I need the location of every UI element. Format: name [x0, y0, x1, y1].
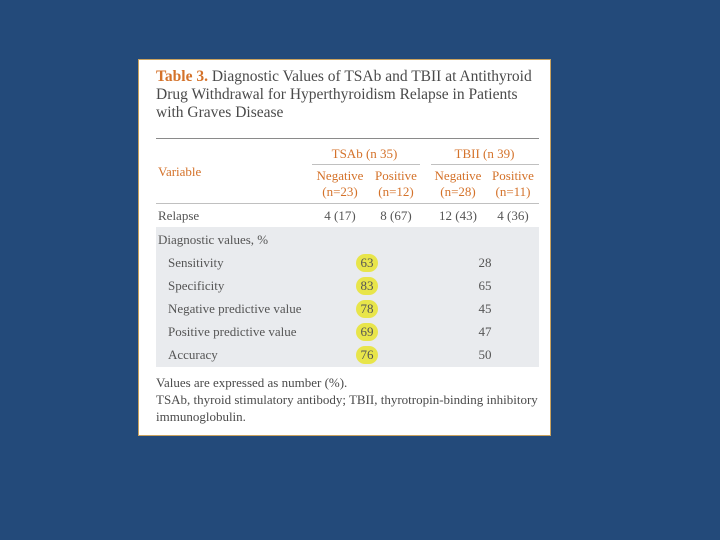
- header-top-rule: [156, 138, 539, 139]
- footnote-values: Values are expressed as number (%).: [156, 375, 348, 390]
- diagnostic-section-band: [156, 227, 539, 367]
- group-rule-tsab: [312, 164, 420, 165]
- subheader-tbii-pos: Positive: [492, 168, 534, 183]
- relapse-tbii-neg: 12 (43): [439, 208, 477, 223]
- diag-tsab-value: 78: [360, 301, 374, 316]
- diag-row-label: Accuracy: [168, 347, 218, 362]
- diag-row-label: Specificity: [168, 278, 225, 293]
- diag-tsab-value: 83: [360, 278, 374, 293]
- diag-row-label: Positive predictive value: [168, 324, 297, 339]
- diag-tbii-value: 47: [478, 324, 492, 339]
- relapse-tbii-pos: 4 (36): [497, 208, 529, 223]
- relapse-label: Relapse: [158, 208, 200, 223]
- table-card: [138, 59, 551, 436]
- group-header-tsab: TSAb (n 35): [331, 146, 398, 161]
- col-variable-header: Variable: [158, 164, 202, 179]
- diag-tsab-value: 63: [360, 255, 374, 270]
- subheader-tbii-neg-n: (n=28): [440, 184, 476, 199]
- diag-tbii-value: 50: [478, 347, 492, 362]
- subheader-tbii-neg: Negative: [434, 168, 482, 183]
- diag-row-label: Sensitivity: [168, 255, 224, 270]
- table-title: [156, 68, 544, 122]
- subheader-tbii-pos-n: (n=11): [495, 184, 531, 199]
- table-footnotes: [156, 374, 544, 425]
- relapse-tsab-neg: 4 (17): [324, 208, 356, 223]
- table-number: Table 3.: [156, 68, 208, 85]
- diag-tbii-value: 28: [478, 255, 492, 270]
- group-header-tbii: TBII (n 39): [454, 146, 515, 161]
- subheader-tsab-pos: Positive: [375, 168, 417, 183]
- diag-tsab-value: 76: [360, 347, 374, 362]
- diag-tbii-value: 65: [478, 278, 492, 293]
- subheader-tsab-pos-n: (n=12): [378, 184, 414, 199]
- subheader-tsab-neg: Negative: [316, 168, 364, 183]
- table-title-text: Diagnostic Values of TSAb and TBII at Antithyroid Drug Withdrawal for Hyperthyroidism Relapse in Patients with Graves Disease: [156, 68, 532, 121]
- relapse-tsab-pos: 8 (67): [380, 208, 412, 223]
- diag-tsab-value: 69: [360, 324, 374, 339]
- diag-row-label: Negative predictive value: [168, 301, 302, 316]
- subheader-tsab-neg-n: (n=23): [322, 184, 358, 199]
- header-bottom-rule: [156, 203, 539, 204]
- group-rule-tbii: [431, 164, 539, 165]
- diagnostic-section-label: Diagnostic values, %: [158, 232, 269, 247]
- footnote-abbreviations: TSAb, thyroid stimulatory antibody; TBII, thyrotropin-binding inhibitory immunoglobulin.: [156, 392, 538, 424]
- diag-tbii-value: 45: [478, 301, 492, 316]
